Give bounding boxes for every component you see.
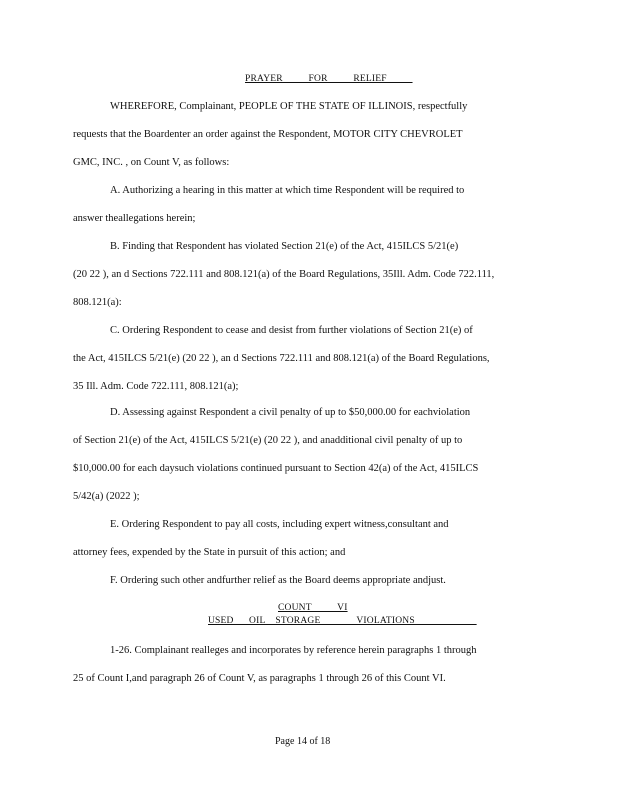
item-e-line-1: E. Ordering Respondent to pay all costs, including expert witness,consultant and xyxy=(110,519,449,530)
item-c-line-2: the Act, 415ILCS 5/21(e) (20 22 ), an d Sections 722.111 and 808.121(a) of the Board Regulations, xyxy=(73,353,490,364)
item-b-line-2: (20 22 ), an d Sections 722.111 and 808.121(a) of the Board Regulations, 35Ill. Adm. Code 722.111, xyxy=(73,269,495,280)
count-heading: COUNT VI xyxy=(278,603,348,613)
item-c-line-1: C. Ordering Respondent to cease and desist from further violations of Section 21(e) of xyxy=(110,325,473,336)
item-d-line-4: 5/42(a) (2022 ); xyxy=(73,491,140,502)
intro-line-3: GMC, INC. , on Count V, as follows: xyxy=(73,157,230,168)
item-d-line-3: $10,000.00 for each daysuch violations continued pursuant to Section 42(a) of the Act, 415ILCS xyxy=(73,463,479,474)
count-subheading: USED OIL STORAGE VIOLATIONS xyxy=(208,616,477,626)
item-b-line-3: 808.121(a): xyxy=(73,297,122,308)
item-a-line-1: A. Authorizing a hearing in this matter at which time Respondent will be required to xyxy=(110,185,465,196)
item-e-line-2: attorney fees, expended by the State in pursuit of this action; and xyxy=(73,547,346,558)
realleges-line-1: 1-26. Complainant realleges and incorporates by reference herein paragraphs 1 through xyxy=(110,645,477,656)
item-c-line-3: 35 Ill. Adm. Code 722.111, 808.121(a); xyxy=(73,381,239,392)
realleges-line-2: 25 of Count I,and paragraph 26 of Count V, as paragraphs 1 through 26 of this Count VI. xyxy=(73,673,446,684)
intro-line-1: WHEREFORE, Complainant, PEOPLE OF THE STATE OF ILLINOIS, respectfully xyxy=(110,101,468,112)
prayer-for-relief-heading: PRAYER FOR RELIEF xyxy=(245,74,413,84)
item-f-line-1: F. Ordering such other andfurther relief as the Board deems appropriate andjust. xyxy=(110,575,446,586)
item-b-line-1: B. Finding that Respondent has violated Section 21(e) of the Act, 415ILCS 5/21(e) xyxy=(110,241,459,252)
item-a-line-2: answer theallegations herein; xyxy=(73,213,196,224)
item-d-line-2: of Section 21(e) of the Act, 415ILCS 5/21(e) (20 22 ), and anadditional civil penalty of up to xyxy=(73,435,463,446)
intro-line-2: requests that the Boardenter an order against the Respondent, MOTOR CITY CHEVROLET xyxy=(73,129,463,140)
page-number: Page 14 of 18 xyxy=(275,736,331,747)
item-d-line-1: D. Assessing against Respondent a civil penalty of up to $50,000.00 for eachviolation xyxy=(110,407,471,418)
